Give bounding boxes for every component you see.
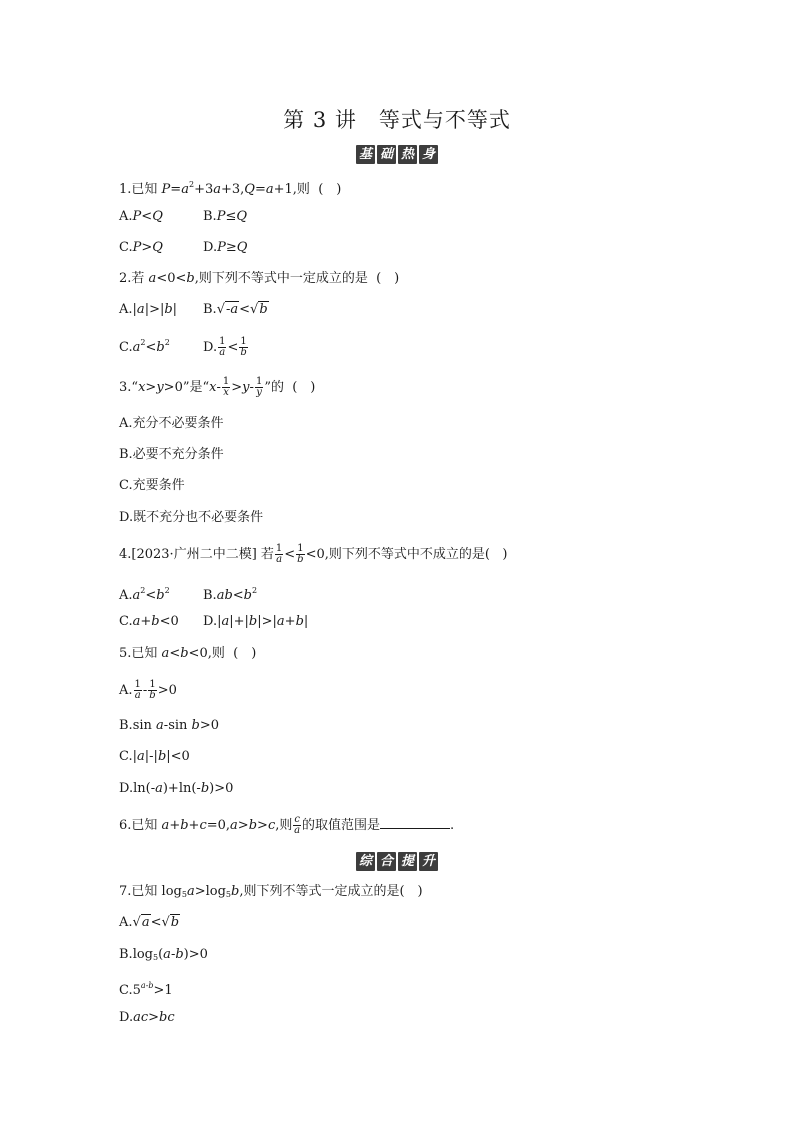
- q2-options-row2: [119, 334, 249, 358]
- answer-paren: ( ): [376, 271, 400, 286]
- section-banner-basic: [355, 145, 439, 165]
- option-a: A.P<Q: [119, 209, 163, 224]
- option-b: B.必要不充分条件: [119, 447, 224, 462]
- option-d: D.|a|+|b|>|a+b|: [203, 614, 309, 629]
- banner-char: 热: [398, 145, 417, 164]
- option-a: A.充分不必要条件: [119, 416, 224, 431]
- page-title: 第 3 讲 等式与不等式: [283, 108, 511, 132]
- answer-paren: ( ): [399, 884, 423, 899]
- answer-paren: ( ): [292, 380, 316, 395]
- question-2: 2.若 a<0<b,则下列不等式中一定成立的是 ( ): [119, 271, 400, 286]
- answer-blank: [380, 816, 450, 829]
- option-d: D.P≥Q: [203, 240, 248, 255]
- section-banner-advanced: [355, 852, 439, 872]
- option-c: C.|a|-|b|<0: [119, 749, 190, 764]
- option-a: A.|a|>|b|: [119, 302, 178, 317]
- option-a: A.√a<√b: [119, 915, 180, 930]
- question-number: 1.已知: [119, 182, 162, 197]
- question-1: 1.已知 $P=a^2+3a+3,Q=a+1$,则 ( ): [119, 180, 342, 197]
- option-c: C.P>Q: [119, 240, 163, 255]
- q4-options-row1: [119, 582, 257, 605]
- banner-char: 升: [419, 852, 438, 871]
- q2-options-row1: [119, 301, 269, 319]
- banner-char: 综: [356, 852, 375, 871]
- q4-options-row2: [119, 613, 308, 631]
- q1-options-row2: [119, 239, 247, 257]
- option-b: B.P≤Q: [203, 209, 248, 224]
- option-c: $C.5^{a-b}>1$: [119, 981, 173, 998]
- banner-char: 基: [356, 145, 375, 164]
- question-7: 7.已知 $\log_5a>\log_5b$,则下列不等式一定成立的是( ): [119, 884, 423, 899]
- answer-paren: ( ): [233, 646, 257, 661]
- option-a: $A.a^2<b^2$: [119, 586, 170, 603]
- option-d: D.既不充分也不必要条件: [119, 510, 264, 525]
- option-b: $B.ab<b^2$: [203, 586, 258, 603]
- option-d: D. $\frac{1}{a}$ < $\frac{1}{b}$: [203, 336, 247, 358]
- option-c: C.a+b<0: [119, 614, 179, 629]
- question-4: 4.[2023·广州二中二模] 若 $\frac{1}{a}$ < $\frac{1}{b}$ <0,则下列不等式中不成立的是( ): [119, 543, 508, 565]
- option-c: $C.a^2<b^2$: [119, 338, 170, 355]
- option-b: $B.\log_5(a-b)>0$: [119, 947, 208, 962]
- question-3: 3.“x>y>0”是“x- $\frac{1}{x}$ >y- $\frac{1}{y}$ ”的 ( ): [119, 376, 316, 398]
- banner-char: 础: [377, 145, 396, 164]
- question-5: 5.已知 a<b<0,则 ( ): [119, 646, 257, 661]
- option-d: D.ln(-a)+ln(-b)>0: [119, 781, 234, 796]
- option-c: C.充要条件: [119, 478, 185, 493]
- option-b: B.sin a-sin b>0: [119, 718, 220, 733]
- option-a: A. $\frac{1}{a}$ - $\frac{1}{b}$ >0: [119, 679, 177, 701]
- option-b: B.√-a<√b: [203, 302, 268, 317]
- question-6: 6.已知 a+b+c=0,a>b>c,则 $\frac{c}{a}$ 的取值范围是 .: [119, 814, 455, 836]
- option-d: D.ac>bc: [119, 1010, 175, 1025]
- banner-char: 身: [419, 145, 438, 164]
- banner-char: 提: [398, 852, 417, 871]
- answer-paren: ( ): [318, 182, 342, 197]
- banner-char: 合: [377, 852, 396, 871]
- q1-options-row1: [119, 208, 247, 226]
